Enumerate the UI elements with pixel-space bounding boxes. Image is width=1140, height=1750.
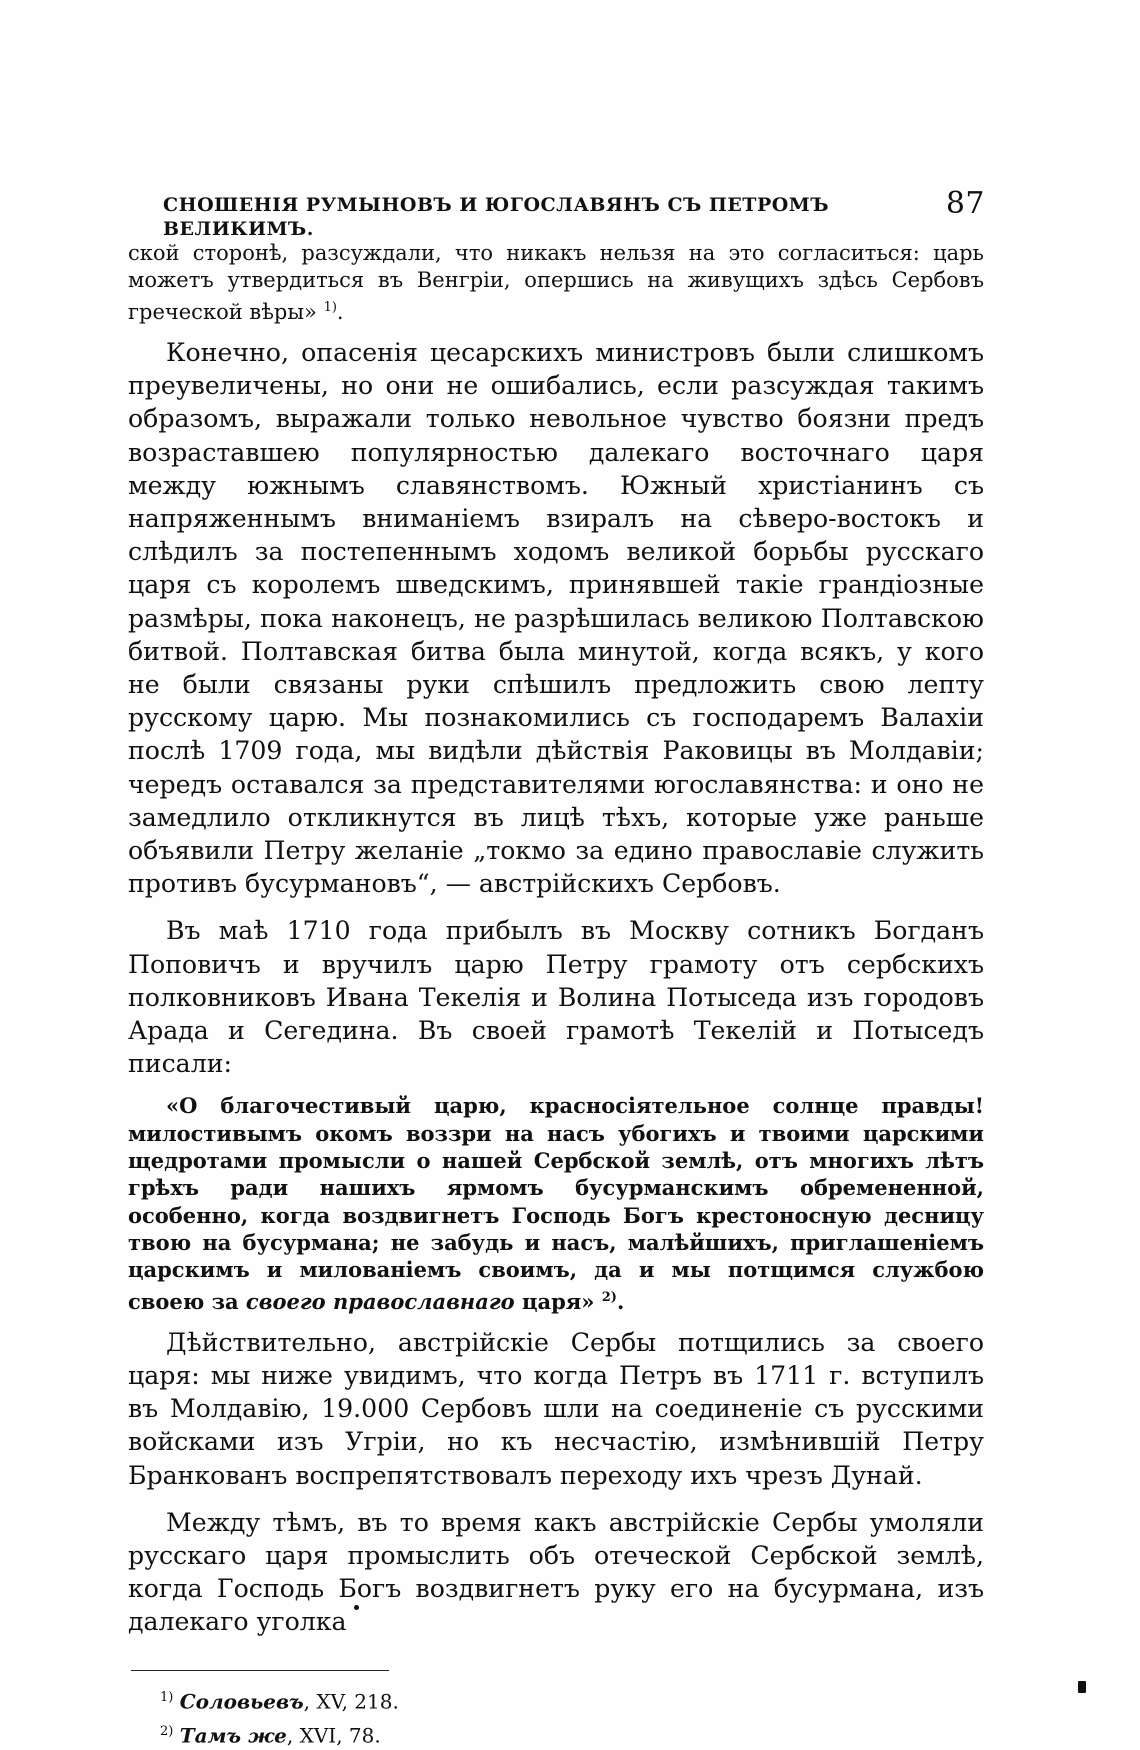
footnote	[160, 1717, 399, 1750]
header-title: СНОШЕНІЯ РУМЫНОВЪ И ЮГОСЛАВЯНЪ СЪ ПЕТРОМЪ ВЕЛИКИМЪ.	[163, 194, 829, 240]
paragraph: Въ маѣ 1710 года прибылъ въ Москву сотникъ Богданъ Поповичъ и вручилъ царю Петру грамоту отъ сербскихъ полковниковъ Ивана Текелія и Волина Потыседа изъ городовъ Арада и Сегедина. Въ своей грамотѣ Текелій и Потыседъ писали:	[128, 916, 984, 1079]
footnote-ref-text: , XV, 218.	[303, 1689, 399, 1714]
footnote-mark: 1)	[160, 1690, 174, 1705]
block-quote: «О благочестивый царю, красносіятельное солнце правды! милостивымъ окомъ воззри на насъ убогихъ и твоими царскими щедротами промысли о нашей Сербской землѣ, отъ многихъ лѣтъ грѣхъ ради нашихъ ярмомъ бусурманскимъ обремененной, особенно, когда воздвигнетъ Господь Богъ крестоносную десницу твою на бусурмана; не забудь и насъ, малѣйшихъ, приглашеніемъ царскимъ и милованіемъ своимъ, да и мы потщимся службою своею за своего православнаго царя» $^{2)}$.	[128, 1093, 984, 1314]
scan-speck	[1078, 1681, 1086, 1693]
paragraph: Конечно, опасенія цесарскихъ министровъ были слишкомъ преувеличены, но они не ошибались, если разсуждая такимъ образомъ, выражали только невольное чувство боязни предъ возраставшею популярностью далекаго восточнаго царя между южнымъ славянствомъ. Южный христіанинъ съ напряженнымъ вниманіемъ взиралъ на сѣверо-востокъ и слѣдилъ за постепеннымъ ходомъ великой борьбы русскаго царя съ королемъ шведскимъ, принявшей такіе грандіозные размѣры, пока наконецъ, не разрѣшилась великою Полтавскою битвой. Полтавская битва была минутой, когда всякъ, у кого не были связаны руки спѣшилъ предложить свою лепту русскому царю. Мы познакомились съ господаремъ Валахіи послѣ 1709 года, мы видѣли дѣйствія Раковицы въ Молдавіи; чередъ оставался за представителями югославянства: и оно не замедлило откликнутся въ лицѣ тѣхъ, которые уже раньше объявили Петру желаніе „токмо за едино православіе служить противъ бусурмановъ“, — австрійскихъ Сербовъ.	[128, 338, 984, 899]
quote-end: царя»	[521, 1288, 595, 1314]
footnote-source: Тамъ же	[179, 1723, 287, 1748]
footnotes	[160, 1683, 399, 1750]
footnote-ref: 1)	[323, 300, 337, 315]
quote-text: «О благочестивый царю, красносіятельное солнце правды! милостивымъ окомъ воззри на насъ убогихъ и твоими царскими щедротами промысли о нашей Сербской землѣ, отъ многихъ лѣтъ грѣхъ ради нашихъ ярмомъ бусурманскимъ обремененной, особенно, когда воздвигнетъ Господь Богъ крестоносную десницу твою на бусурмана; не забудь и насъ, малѣйшихъ, приглашеніемъ царскимъ и милованіемъ своимъ, да и мы потщимся службою своею за	[128, 1093, 984, 1314]
page-body	[128, 240, 984, 1639]
scan-speck	[354, 1605, 359, 1610]
running-header	[163, 186, 985, 240]
footnote-source: Соловьевъ	[179, 1689, 304, 1714]
footnote-mark: 2)	[160, 1723, 174, 1739]
quote-italic: своего православнаго	[245, 1288, 515, 1314]
paragraph-end: .	[336, 300, 344, 324]
paragraph: Дѣйствительно, австрійскіе Сербы потщились за своего царя: мы ниже увидимъ, что когда Петръ въ 1711 г. вступилъ въ Молдавію, 19.000 Сербовъ шли на соединеніе съ русскими войсками изъ Угріи, но къ несчастію, измѣнившій Петру Бранкованъ воспрепятствовалъ переходу ихъ чрезъ Дунай.	[128, 1327, 984, 1490]
footnote	[160, 1683, 399, 1717]
page-number: 87	[945, 186, 985, 221]
paragraph-continued	[128, 240, 984, 326]
paragraph-text: ской сторонѣ, разсуждали, что никакъ нельзя на это согласиться: царь можетъ утвердиться въ Венгріи, опершись на живущихъ здѣсь Сербовъ греческой вѣры»	[128, 241, 984, 324]
footnote-ref: 2)	[601, 1289, 617, 1305]
footnote-ref-text: , XVI, 78.	[286, 1723, 381, 1748]
paragraph: Между тѣмъ, въ то время какъ австрійскіе Сербы умоляли русскаго царя промыслить объ отеческой Сербской землѣ, когда Господь Богъ воздвигнетъ руку его на бусурмана, изъ далекаго уголка	[128, 1507, 984, 1637]
footnote-separator	[131, 1670, 389, 1671]
